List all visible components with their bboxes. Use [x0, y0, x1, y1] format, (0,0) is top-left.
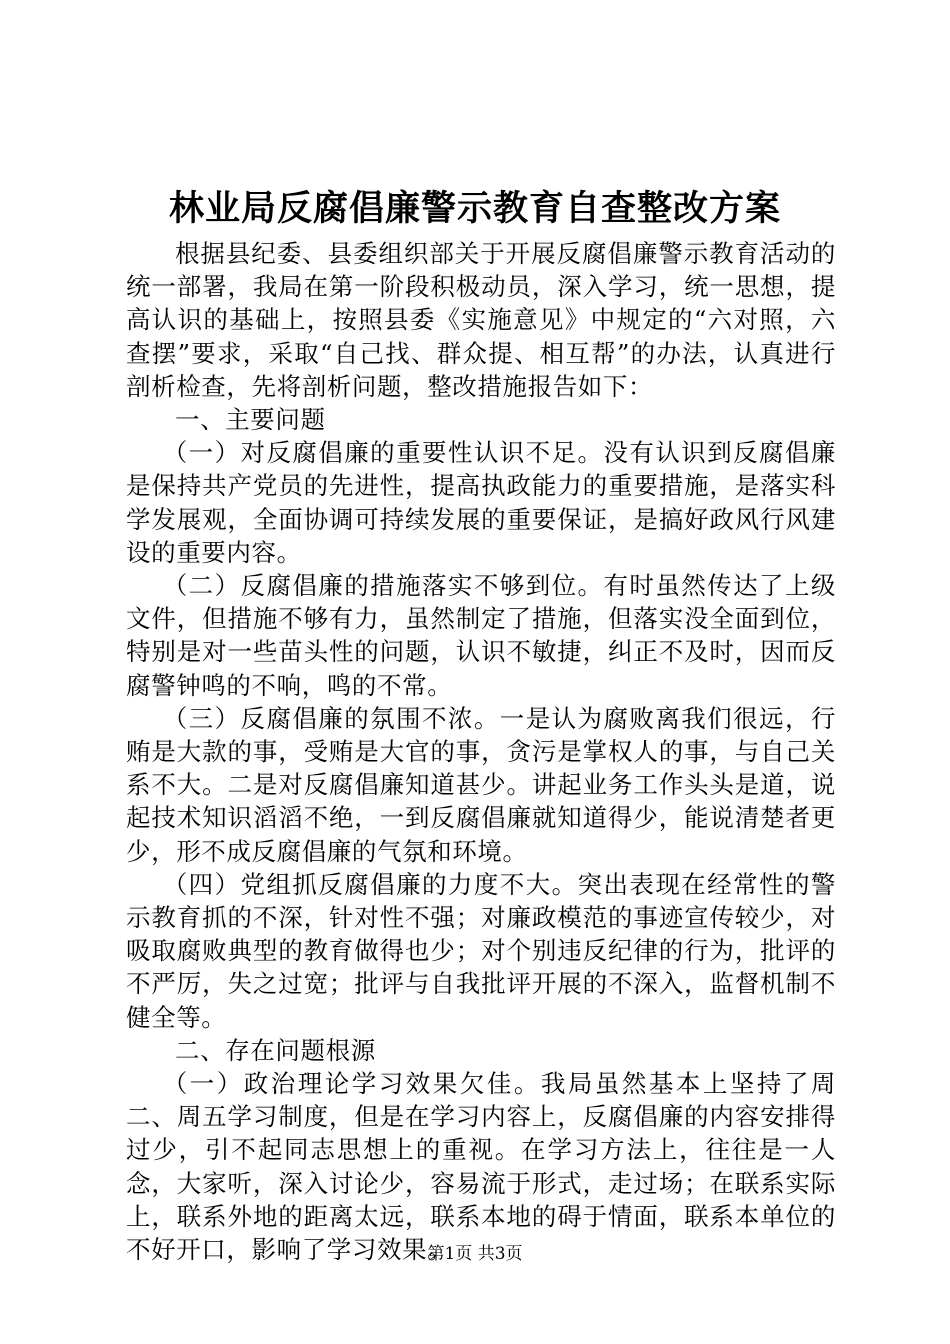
section-heading-main-problems: 一、主要问题 [175, 405, 326, 435]
section-heading-root-causes: 二、存在问题根源 [175, 1035, 376, 1065]
problem-paragraph-3: （三）反腐倡廉的氛围不浓。一是认为腐败离我们很远，行贿是大款的事，受贿是大官的事，贪污是掌权人的事，与自己关系不大。二是对反腐倡廉知道甚少。讲起业务工作头头是道，说起技术知识滔滔不绝，一到反腐倡廉就知道得少，能说清楚者更少，形不成反腐倡廉的气氛和环境。 [126, 703, 836, 866]
problem-paragraph-1: （一）对反腐倡廉的重要性认识不足。没有认识到反腐倡廉是保持共产党员的先进性，提高执政能力的重要措施，是落实科学发展观，全面协调可持续发展的重要保证，是搞好政风行风建设的重要内容。 [126, 438, 836, 567]
intro-paragraph: 根据县纪委、县委组织部关于开展反腐倡廉警示教育活动的统一部署，我局在第一阶段积极动员，深入学习，统一思想，提高认识的基础上，按照县委《实施意见》中规定的“六对照，六查摆”要求，采取“自己找、群众提、相互帮”的办法，认真进行剖析检查，先将剖析问题，整改措施报告如下： [126, 239, 836, 401]
problem-paragraph-4: （四）党组抓反腐倡廉的力度不大。突出表现在经常性的警示教育抓的不深，针对性不强；对廉政模范的事迹宣传较少，对吸取腐败典型的教育做得也少；对个别违反纪律的行为，批评的不严厉，失之过宽；批评与自我批评开展的不深入，监督机制不健全等。 [126, 869, 836, 1032]
problem-paragraph-2: （二）反腐倡廉的措施落实不够到位。有时虽然传达了上级文件，但措施不够有力，虽然制定了措施，但落实没全面到位，特别是对一些苗头性的问题，认识不敏捷，纠正不及时，因而反腐警钟鸣的不响，鸣的不常。 [126, 571, 836, 700]
document-title: 林业局反腐倡廉警示教育自查整改方案 [168, 188, 781, 229]
page-footer: 第1页 共3页 [427, 1244, 523, 1264]
cause-paragraph-1: （一）政治理论学习效果欠佳。我局虽然基本上坚持了周二、周五学习制度，但是在学习内容上，反腐倡廉的内容安排得过少，引不起同志思想上的重视。在学习方法上，往往是一人念，大家听，深入讨论少，容易流于形式，走过场；在联系实际上，联系外地的距离太远，联系本地的碍于情面，联系本单位的不好开口，影响了学习效果。 [126, 1069, 836, 1265]
document-body [126, 237, 836, 1266]
